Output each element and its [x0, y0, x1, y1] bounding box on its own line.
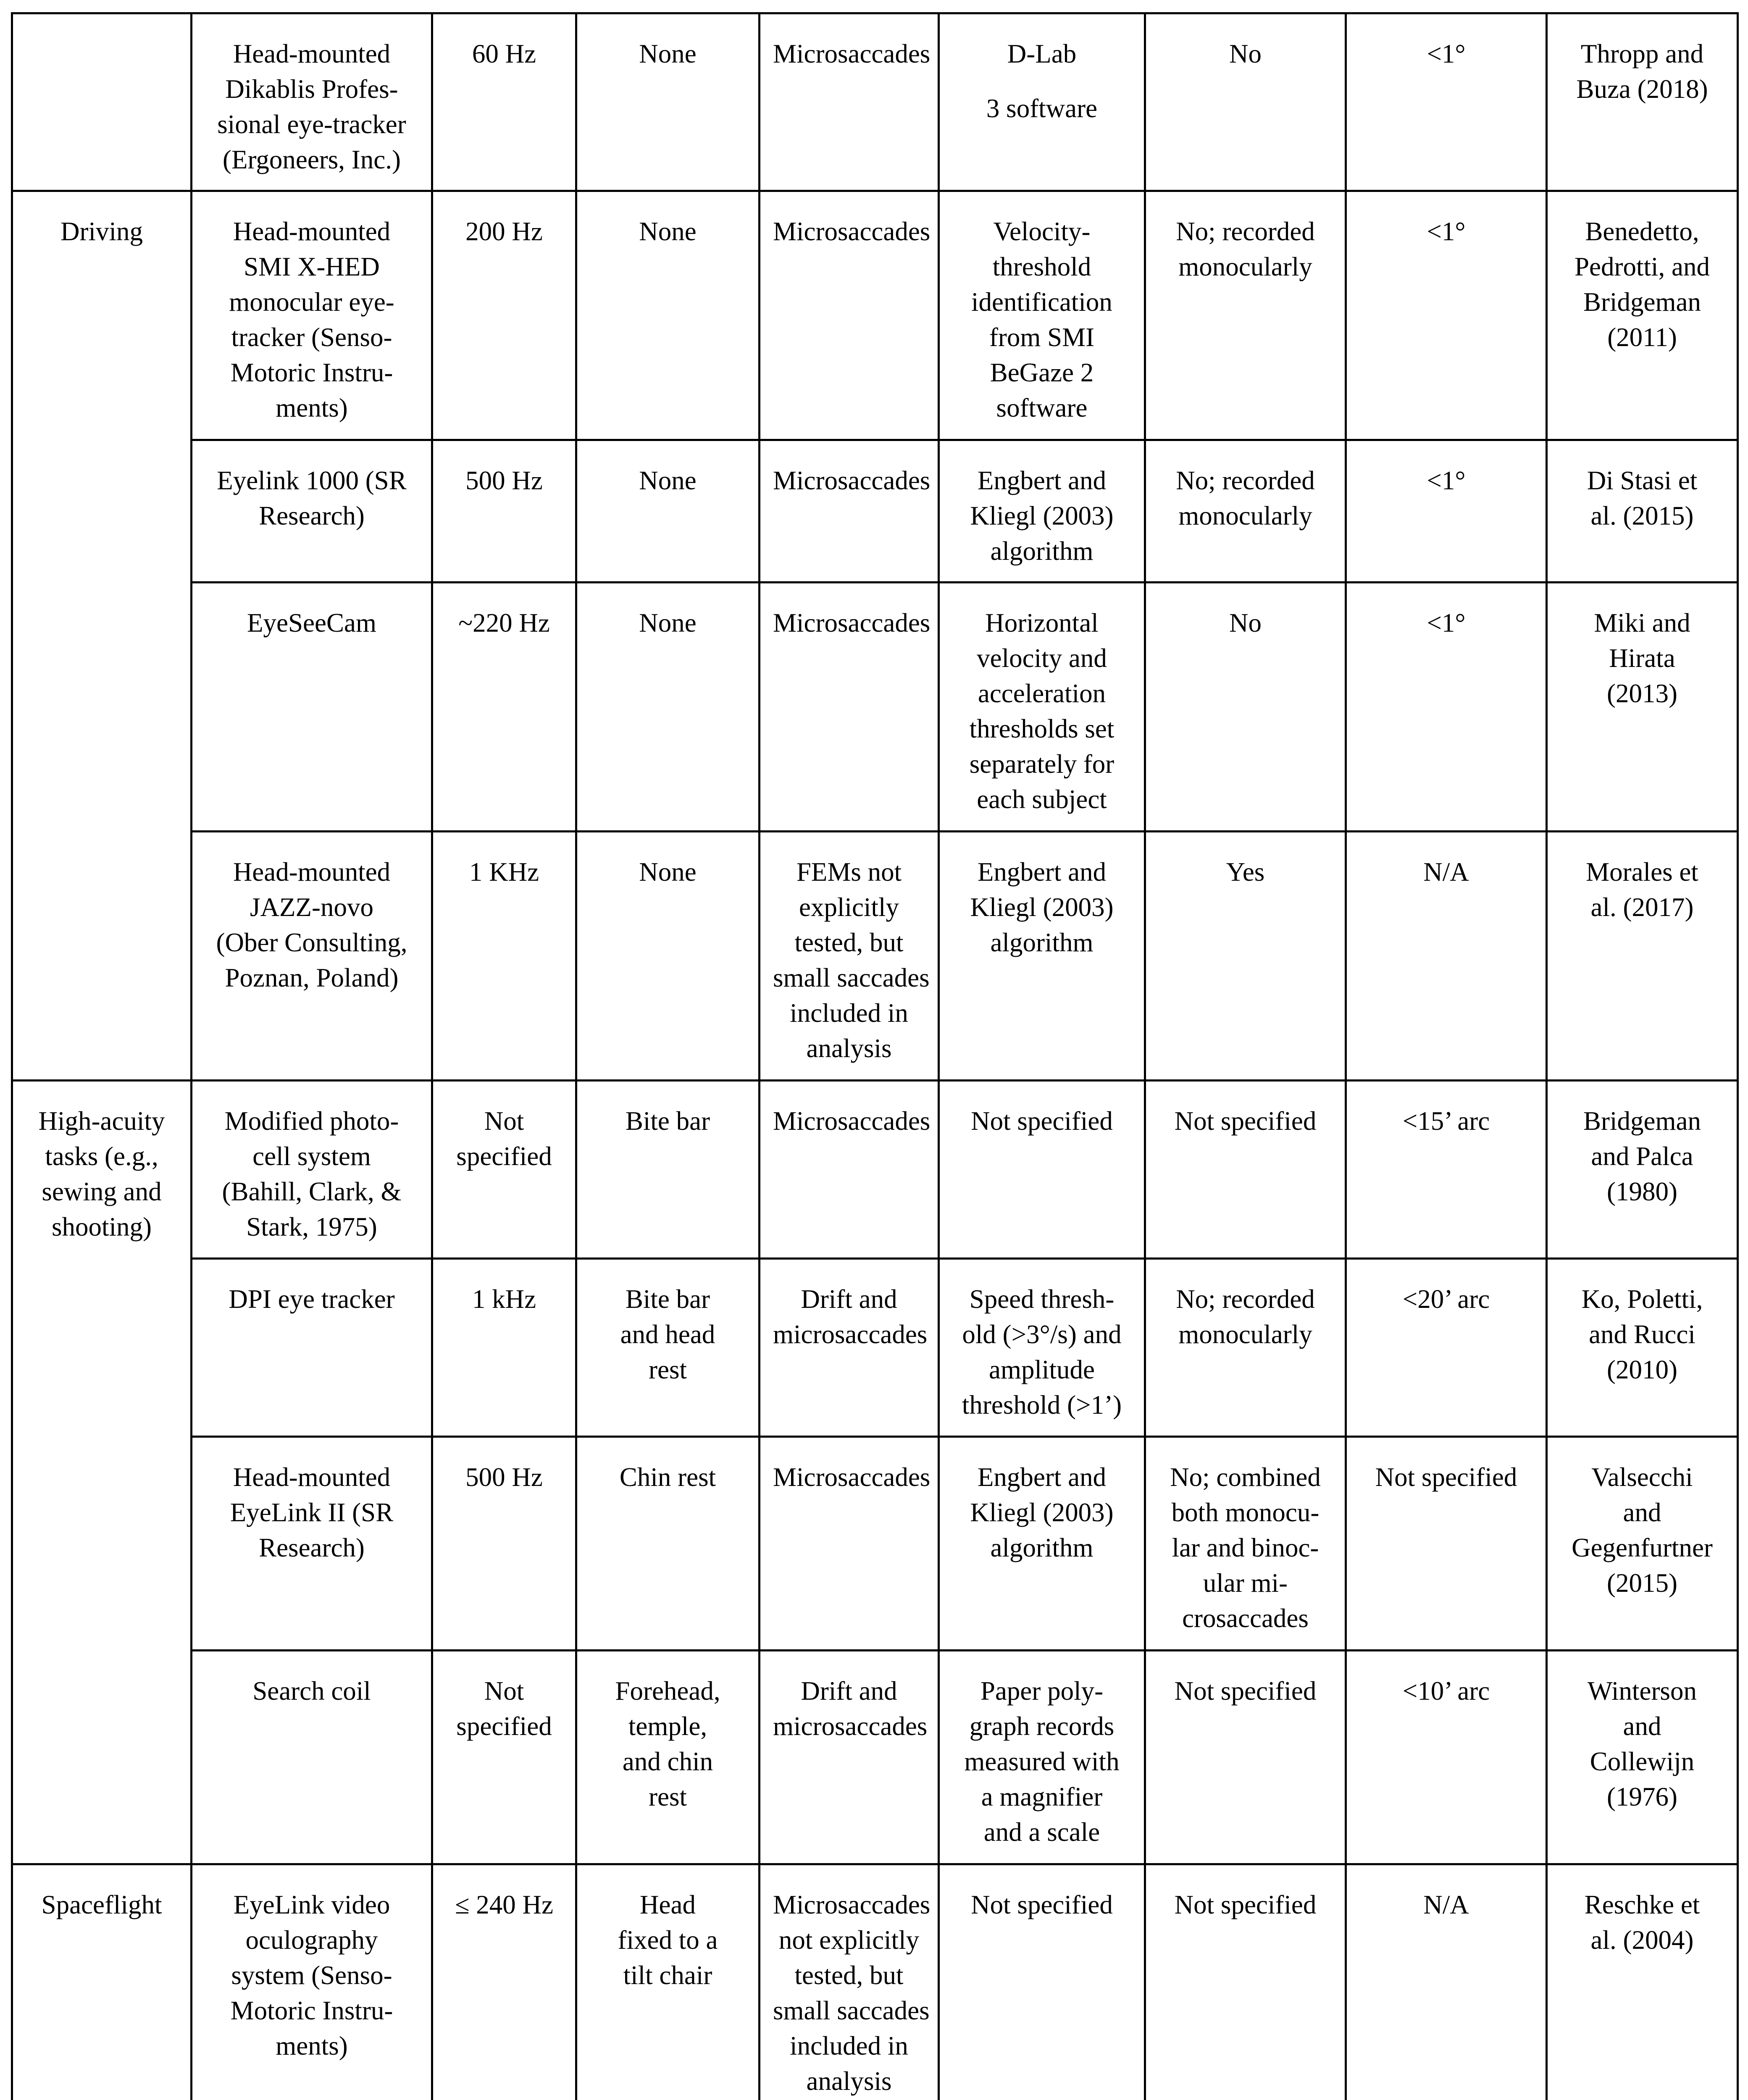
rate-cell: ≤ 240 Hz: [432, 1864, 576, 2100]
table-row: [12, 583, 1738, 832]
fem-cell: Microsaccades: [760, 13, 939, 191]
system-cell: EyeSeeCam: [192, 583, 432, 832]
table-row: [12, 1259, 1738, 1437]
fem-cell: Microsaccades not explicitly tested, but small saccades included in analysis: [760, 1864, 939, 2100]
data-table: [11, 12, 1739, 2100]
stabilization-cell: Bite bar and head rest: [576, 1259, 760, 1437]
reference-cell: Bridgeman and Palca (1980): [1547, 1081, 1738, 1259]
stabilization-cell: Bite bar: [576, 1081, 760, 1259]
precision-cell: <10’ arc: [1346, 1651, 1547, 1864]
table-row: [12, 1437, 1738, 1651]
fem-cell: FEMs not explicitly tested, but small saccades included in analysis: [760, 832, 939, 1081]
system-cell: Head-mounted Dikablis Profes- sional eye-tracker (Ergoneers, Inc.): [192, 13, 432, 191]
reference-cell: Di Stasi et al. (2015): [1547, 440, 1738, 583]
reference-cell: Benedetto, Pedrotti, and Bridgeman (2011): [1547, 191, 1738, 440]
rate-cell: 1 KHz: [432, 832, 576, 1081]
method-cell: Not specified: [939, 1081, 1145, 1259]
method-cell: Engbert and Kliegl (2003) algorithm: [939, 1437, 1145, 1651]
reference-cell: Morales et al. (2017): [1547, 832, 1738, 1081]
system-cell: DPI eye tracker: [192, 1259, 432, 1437]
precision-cell: <1°: [1346, 191, 1547, 440]
method-cell: Paper poly- graph records measured with a magnifier and a scale: [939, 1651, 1145, 1864]
context-cell: High-acuity tasks (e.g., sewing and shooting): [12, 1081, 192, 1864]
stabilization-cell: Chin rest: [576, 1437, 760, 1651]
system-cell: Head-mounted EyeLink II (SR Research): [192, 1437, 432, 1651]
stabilization-cell: None: [576, 440, 760, 583]
context-cell: Driving: [12, 191, 192, 1081]
stabilization-cell: None: [576, 832, 760, 1081]
stabilization-cell: None: [576, 191, 760, 440]
fem-cell: Microsaccades: [760, 1437, 939, 1651]
table-row: [12, 1651, 1738, 1864]
context-cell: Spaceflight: [12, 1864, 192, 2100]
system-cell: Modified photo- cell system (Bahill, Clark, & Stark, 1975): [192, 1081, 432, 1259]
method-cell: Engbert and Kliegl (2003) algorithm: [939, 440, 1145, 583]
binocular-cell: Yes: [1145, 832, 1346, 1081]
precision-cell: Not specified: [1346, 1437, 1547, 1651]
system-cell: Head-mounted JAZZ-novo (Ober Consulting, Poznan, Poland): [192, 832, 432, 1081]
fem-cell: Drift and microsaccades: [760, 1259, 939, 1437]
method-cell: D-Lab 3 software: [939, 13, 1145, 191]
system-cell: EyeLink video oculography system (Senso- Motoric Instru- ments): [192, 1864, 432, 2100]
rate-cell: Not specified: [432, 1651, 576, 1864]
binocular-cell: Not specified: [1145, 1864, 1346, 2100]
context-cell: [12, 13, 192, 191]
system-cell: Search coil: [192, 1651, 432, 1864]
rate-cell: Not specified: [432, 1081, 576, 1259]
method-cell: Velocity- threshold identification from SMI BeGaze 2 software: [939, 191, 1145, 440]
precision-cell: N/A: [1346, 832, 1547, 1081]
precision-cell: <1°: [1346, 583, 1547, 832]
table-row: [12, 1864, 1738, 2100]
reference-cell: Thropp and Buza (2018): [1547, 13, 1738, 191]
fem-cell: Microsaccades: [760, 191, 939, 440]
fem-cell: Microsaccades: [760, 583, 939, 832]
method-cell: Engbert and Kliegl (2003) algorithm: [939, 832, 1145, 1081]
rate-cell: 1 kHz: [432, 1259, 576, 1437]
fem-cell: Microsaccades: [760, 1081, 939, 1259]
reference-cell: Miki and Hirata (2013): [1547, 583, 1738, 832]
system-cell: Eyelink 1000 (SR Research): [192, 440, 432, 583]
binocular-cell: Not specified: [1145, 1651, 1346, 1864]
binocular-cell: No; recorded monocularly: [1145, 440, 1346, 583]
rate-cell: ~220 Hz: [432, 583, 576, 832]
stabilization-cell: None: [576, 583, 760, 832]
rate-cell: 200 Hz: [432, 191, 576, 440]
method-cell: Speed thresh- old (>3°/s) and amplitude threshold (>1’): [939, 1259, 1145, 1437]
reference-cell: Ko, Poletti, and Rucci (2010): [1547, 1259, 1738, 1437]
precision-cell: <15’ arc: [1346, 1081, 1547, 1259]
rate-cell: 60 Hz: [432, 13, 576, 191]
precision-cell: <1°: [1346, 440, 1547, 583]
table-row: [12, 832, 1738, 1081]
precision-cell: <20’ arc: [1346, 1259, 1547, 1437]
fem-cell: Microsaccades: [760, 440, 939, 583]
table-row: [12, 1081, 1738, 1259]
binocular-cell: Not specified: [1145, 1081, 1346, 1259]
table-row: [12, 440, 1738, 583]
reference-cell: Reschke et al. (2004): [1547, 1864, 1738, 2100]
method-cell: Not specified: [939, 1864, 1145, 2100]
precision-cell: <1°: [1346, 13, 1547, 191]
stabilization-cell: None: [576, 13, 760, 191]
binocular-cell: No; recorded monocularly: [1145, 1259, 1346, 1437]
reference-cell: Winterson and Collewijn (1976): [1547, 1651, 1738, 1864]
system-cell: Head-mounted SMI X-HED monocular eye- tracker (Senso- Motoric Instru- ments): [192, 191, 432, 440]
binocular-cell: No; recorded monocularly: [1145, 191, 1346, 440]
precision-cell: N/A: [1346, 1864, 1547, 2100]
reference-cell: Valsecchi and Gegenfurtner (2015): [1547, 1437, 1738, 1651]
stabilization-cell: Forehead, temple, and chin rest: [576, 1651, 760, 1864]
rate-cell: 500 Hz: [432, 1437, 576, 1651]
table-row: [12, 13, 1738, 191]
binocular-cell: No: [1145, 13, 1346, 191]
binocular-cell: No; combined both monocu- lar and binoc- ular mi- crosaccades: [1145, 1437, 1346, 1651]
fem-cell: Drift and microsaccades: [760, 1651, 939, 1864]
rate-cell: 500 Hz: [432, 440, 576, 583]
method-cell: Horizontal velocity and acceleration thresholds set separately for each subject: [939, 583, 1145, 832]
binocular-cell: No: [1145, 583, 1346, 832]
stabilization-cell: Head fixed to a tilt chair: [576, 1864, 760, 2100]
table-row: [12, 191, 1738, 440]
